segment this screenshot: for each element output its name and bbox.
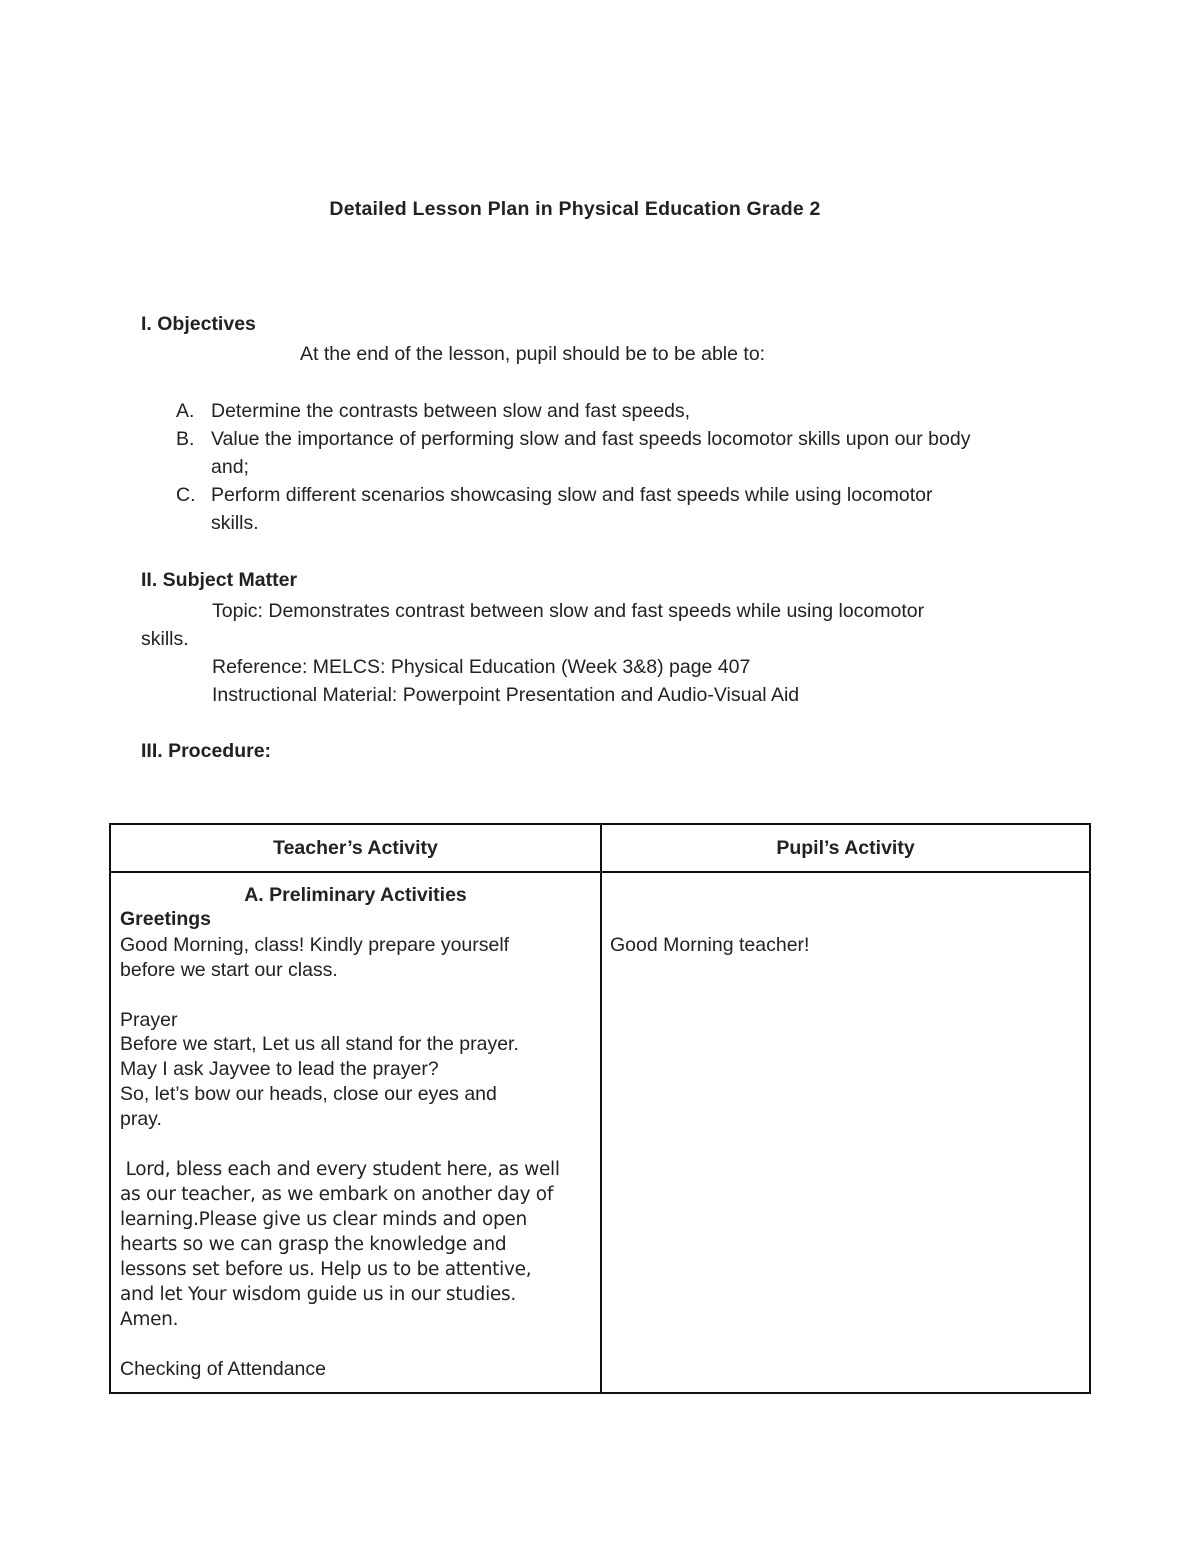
prayer-intro-line: pray. — [120, 1108, 162, 1130]
prayer-label: Prayer — [120, 1009, 178, 1031]
objective-text-continued: and; — [211, 456, 249, 478]
prayer-text-line: hearts so we can grasp the knowledge and — [120, 1234, 507, 1255]
reference-line: Reference: MELCS: Physical Education (Week 3&8) page 407 — [212, 656, 751, 678]
prayer-text-line: learning.Please give us clear minds and open — [120, 1209, 527, 1230]
prayer-intro-line: So, let’s bow our heads, close our eyes and — [120, 1083, 497, 1105]
objective-letter: B. — [176, 428, 195, 450]
greetings-line: Good Morning, class! Kindly prepare yourself — [120, 934, 510, 956]
procedure-heading: III. Procedure: — [141, 740, 272, 762]
procedure-table — [109, 823, 1091, 1394]
objective-letter: A. — [176, 400, 195, 422]
checking-attendance: Checking of Attendance — [120, 1358, 326, 1380]
greetings-label: Greetings — [120, 908, 212, 930]
objective-item — [0, 481, 1200, 537]
preliminary-activities-heading: A. Preliminary Activities — [244, 884, 467, 906]
prayer-text-line: Amen. — [120, 1309, 179, 1330]
instructional-material-line: Instructional Material: Powerpoint Presentation and Audio-Visual Aid — [212, 684, 800, 706]
greetings-line: before we start our class. — [120, 959, 338, 981]
objectives-heading: I. Objectives — [141, 313, 256, 335]
objectives-list — [0, 397, 1200, 537]
teacher-activity-header: Teacher’s Activity — [273, 837, 438, 859]
pupil-greeting-reply: Good Morning teacher! — [610, 934, 810, 956]
prayer-intro-line: May I ask Jayvee to lead the prayer? — [120, 1058, 439, 1080]
objective-text: Perform different scenarios showcasing slow and fast speeds while using locomotor — [211, 484, 933, 506]
prayer-text-line: Lord, bless each and every student here, as well — [120, 1159, 560, 1180]
objectives-intro: At the end of the lesson, pupil should be to be able to: — [300, 343, 766, 365]
pupil-activity-header: Pupil’s Activity — [776, 837, 915, 859]
objective-text: Determine the contrasts between slow and fast speeds, — [211, 400, 691, 422]
column-divider — [600, 825, 602, 1392]
document-title: Detailed Lesson Plan in Physical Education Grade 2 — [329, 198, 821, 220]
objective-item — [0, 397, 1200, 425]
prayer-intro-line: Before we start, Let us all stand for the prayer. — [120, 1033, 519, 1055]
prayer-text-line: and let Your wisdom guide us in our studies. — [120, 1284, 516, 1305]
topic-line: Topic: Demonstrates contrast between slow and fast speeds while using locomotor — [212, 600, 925, 622]
subject-matter-heading: II. Subject Matter — [141, 569, 298, 591]
objective-text: Value the importance of performing slow and fast speeds locomotor skills upon our body — [211, 428, 971, 450]
header-divider — [111, 871, 1089, 873]
prayer-text-line: lessons set before us. Help us to be attentive, — [120, 1259, 532, 1280]
objective-item — [0, 425, 1200, 481]
objective-text-continued: skills. — [211, 512, 259, 534]
prayer-text-line: as our teacher, as we embark on another day of — [120, 1184, 554, 1205]
topic-line-continued: skills. — [141, 628, 189, 650]
objective-letter: C. — [176, 484, 196, 506]
